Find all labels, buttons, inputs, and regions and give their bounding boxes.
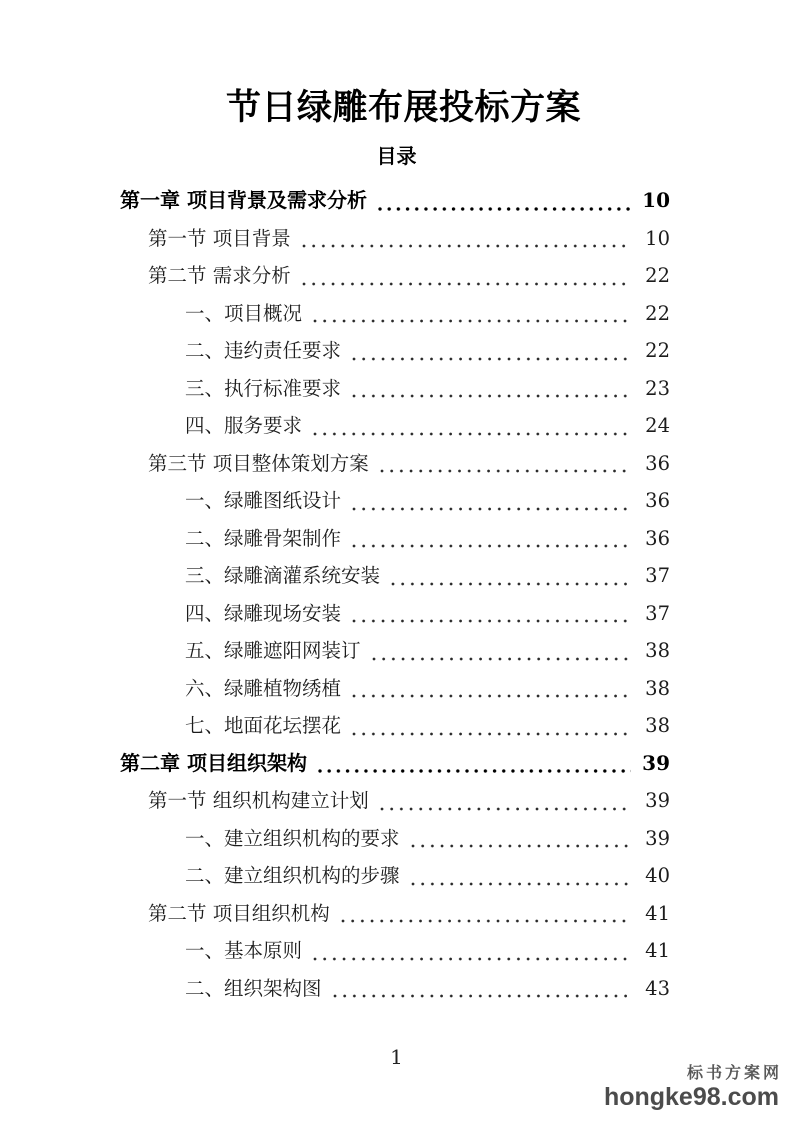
toc-entry-label: 一、基本原则 <box>185 939 303 962</box>
toc-entry <box>120 745 670 783</box>
toc-entry <box>148 220 670 258</box>
toc-entry-label: 七、地面花坛摆花 <box>185 714 342 737</box>
toc-entry <box>185 407 670 445</box>
toc-entry-label: 三、执行标准要求 <box>185 376 342 400</box>
dot-leader <box>380 469 631 473</box>
toc-entry-label: 二、违约责任要求 <box>185 339 342 362</box>
toc-entry-page: 39 <box>645 826 670 850</box>
toc-entry-label: 四、绿雕现场安装 <box>185 601 342 625</box>
toc-entry-page: 38 <box>645 714 670 737</box>
dot-leader <box>313 957 631 961</box>
toc-entry <box>185 482 670 520</box>
toc-entry-page: 43 <box>645 976 670 1000</box>
toc-entry-label: 第二节 项目组织机构 <box>148 901 330 925</box>
toc-entry-label: 三、绿雕滴灌系统安装 <box>185 564 381 587</box>
toc-entry-label: 一、建立组织机构的要求 <box>185 826 400 850</box>
toc-entry <box>148 445 670 483</box>
watermark-site-url: hongke98.com <box>603 1083 779 1111</box>
toc-entry-label: 第一节 项目背景 <box>148 226 291 250</box>
dot-leader <box>333 994 631 998</box>
toc-entry-page: 41 <box>645 939 670 962</box>
toc-entry <box>185 857 670 895</box>
toc-list <box>0 182 793 1007</box>
document-title: 节日绿雕布展投标方案 <box>225 87 581 128</box>
toc-entry <box>185 932 670 970</box>
dot-leader <box>341 919 631 923</box>
dot-leader <box>391 582 631 586</box>
toc-entry-label: 二、组织架构图 <box>185 976 322 1000</box>
toc-entry-page: 38 <box>645 676 670 700</box>
toc-heading: 目录 <box>376 144 417 168</box>
toc-entry-page: 41 <box>645 901 670 925</box>
toc-entry <box>185 820 670 858</box>
toc-entry <box>185 520 670 558</box>
toc-entry-page: 39 <box>642 750 670 775</box>
dot-leader <box>378 207 631 211</box>
watermark <box>603 1063 782 1111</box>
toc-entry-page: 36 <box>645 451 670 475</box>
toc-entry-page: 36 <box>645 489 670 512</box>
toc-entry-label: 六、绿雕植物绣植 <box>185 676 342 700</box>
toc-entry-label: 四、服务要求 <box>185 414 303 437</box>
dot-leader <box>352 732 631 736</box>
dot-leader <box>352 694 631 698</box>
toc-entry-label: 第一章 项目背景及需求分析 <box>120 188 367 212</box>
dot-leader <box>318 769 631 773</box>
dot-leader <box>380 807 631 811</box>
toc-entry-label: 一、项目概况 <box>185 301 303 325</box>
dot-leader <box>411 882 631 886</box>
toc-entry-page: 39 <box>645 789 670 812</box>
toc-entry-label: 一、绿雕图纸设计 <box>185 489 342 512</box>
toc-entry <box>185 370 670 408</box>
toc-entry <box>185 295 670 333</box>
toc-entry <box>148 782 670 820</box>
toc-entry <box>185 632 670 670</box>
toc-entry-label: 第三节 项目整体策划方案 <box>148 451 369 475</box>
toc-entry-label: 第一节 组织机构建立计划 <box>148 789 369 812</box>
toc-entry-label: 五、绿雕遮阳网装订 <box>185 639 361 662</box>
watermark-site-name: 标书方案网 <box>686 1065 782 1082</box>
toc-entry <box>185 970 670 1008</box>
toc-entry <box>120 182 670 220</box>
dot-leader <box>411 844 631 848</box>
toc-entry-label: 第二章 项目组织架构 <box>120 750 307 775</box>
toc-entry-page: 40 <box>645 864 670 887</box>
toc-entry <box>185 332 670 370</box>
toc-entry-label: 二、绿雕骨架制作 <box>185 526 342 550</box>
toc-entry-page: 10 <box>642 188 670 212</box>
toc-entry <box>185 557 670 595</box>
dot-leader <box>352 544 631 548</box>
toc-entry-page: 38 <box>645 639 670 662</box>
toc-entry <box>185 595 670 633</box>
toc-entry-page: 23 <box>645 376 670 400</box>
page-number: 1 <box>390 1045 403 1069</box>
dot-leader <box>302 244 631 248</box>
toc-entry-page: 36 <box>645 526 670 550</box>
toc-entry <box>185 670 670 708</box>
toc-entry-page: 37 <box>645 564 670 587</box>
dot-leader <box>352 394 631 398</box>
dot-leader <box>352 507 631 511</box>
dot-leader <box>302 282 631 286</box>
toc-entry <box>148 895 670 933</box>
toc-entry-page: 22 <box>645 339 670 362</box>
toc-entry-page: 37 <box>645 601 670 625</box>
dot-leader <box>313 432 631 436</box>
toc-entry-label: 二、建立组织机构的步骤 <box>185 864 400 887</box>
dot-leader <box>352 619 631 623</box>
dot-leader <box>372 657 631 661</box>
toc-entry-page: 22 <box>645 301 670 325</box>
toc-entry-page: 24 <box>645 414 670 437</box>
toc-entry-label: 第二节 需求分析 <box>148 264 291 287</box>
toc-entry <box>148 257 670 295</box>
dot-leader <box>352 357 631 361</box>
dot-leader <box>313 319 631 323</box>
toc-entry <box>185 707 670 745</box>
toc-entry-page: 22 <box>645 264 670 287</box>
toc-entry-page: 10 <box>645 226 670 250</box>
